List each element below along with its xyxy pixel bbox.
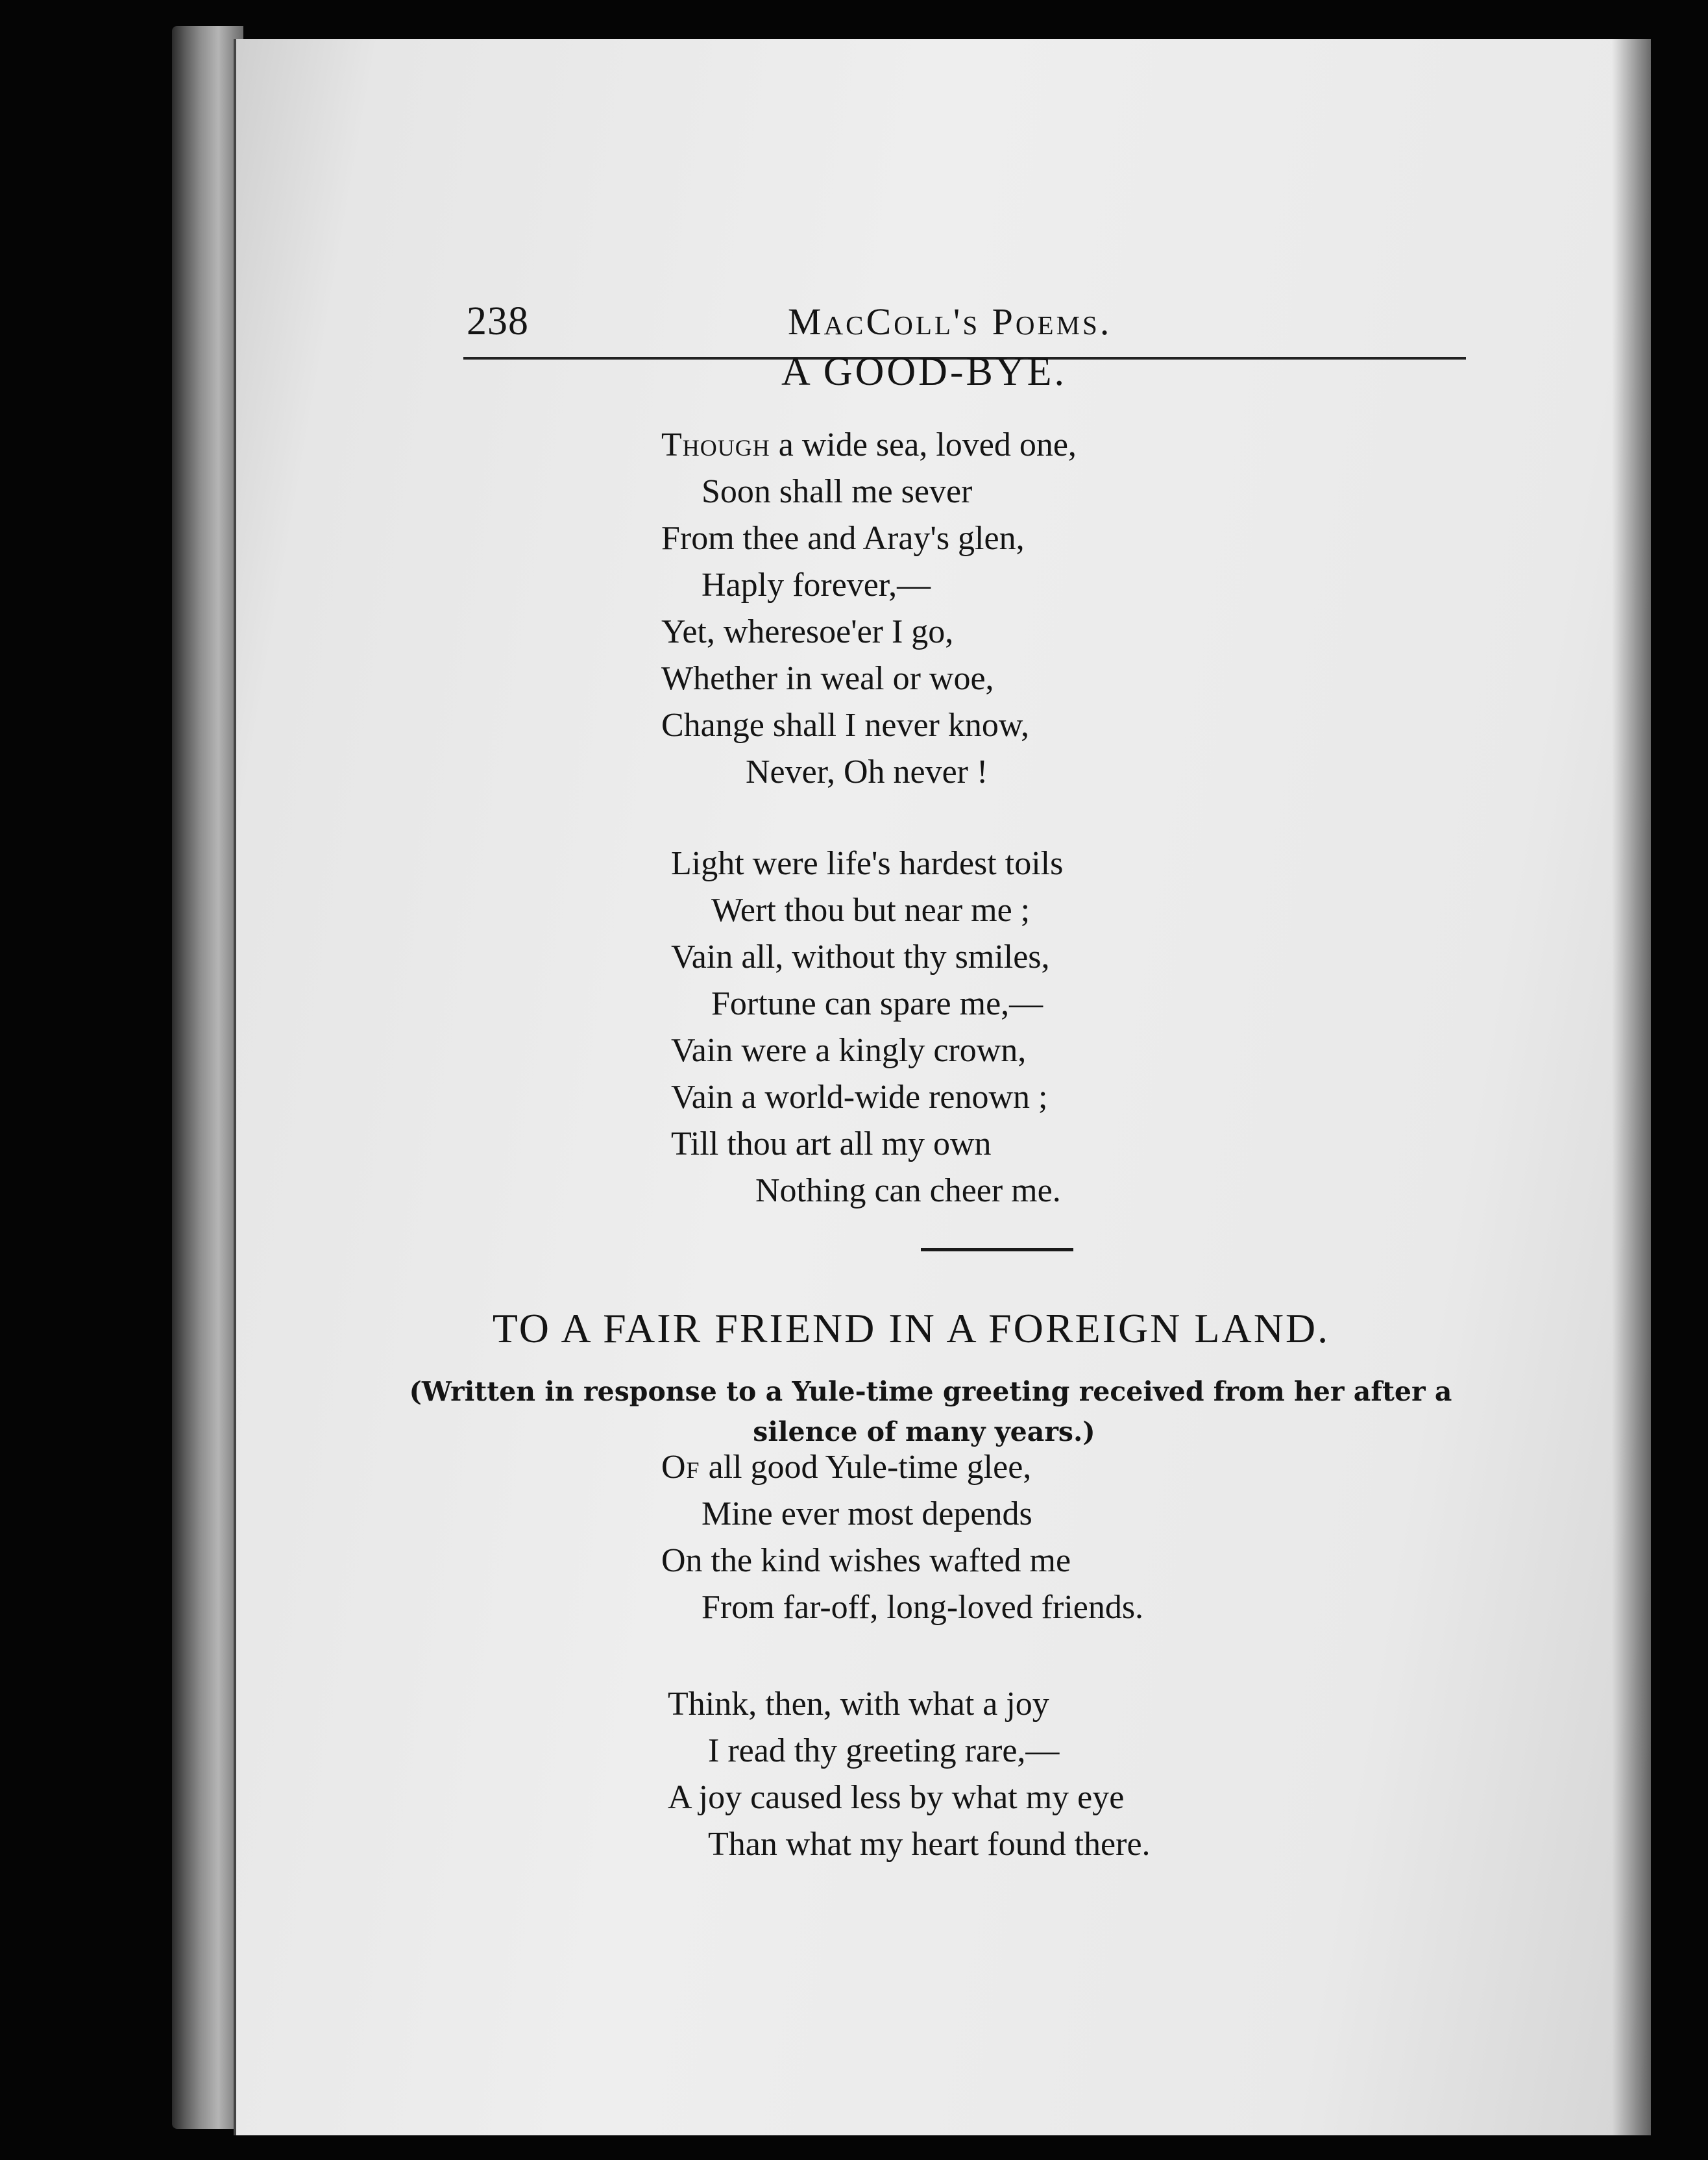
verse-line: Than what my heart found there. [708, 1826, 1151, 1863]
page-number: 238 [467, 299, 529, 343]
verse-line-text: all good Yule-time glee, [700, 1449, 1032, 1486]
verse-line: Wert thou but near me ; [711, 892, 1031, 929]
poem1-stanza-2 [671, 841, 1063, 1214]
book-page-edges [172, 26, 243, 2129]
verse-line-text: a wide sea, loved one, [770, 426, 1077, 463]
verse-line: Light were life's hardest toils [671, 845, 1064, 882]
poem-title-fair-friend: TO A FAIR FRIEND IN A FOREIGN LAND. [492, 1305, 1330, 1351]
verse-line: Vain all, without thy smiles, [671, 939, 1050, 976]
verse-line: Nothing can cheer me. [755, 1172, 1061, 1209]
verse-line: A joy caused less by what my eye [668, 1779, 1125, 1816]
poem-title-good-bye: A GOOD-BYE. [781, 350, 1068, 394]
verse-line: Whether in weal or woe, [661, 660, 994, 697]
running-head: MacColl's Poems. [788, 301, 1112, 343]
verse-line: From thee and Aray's glen, [661, 520, 1025, 557]
verse-line: I read thy greeting rare,— [708, 1732, 1060, 1769]
poem2-stanza-2 [668, 1681, 1151, 1868]
verse-line: From far-off, long-loved friends. [702, 1589, 1144, 1626]
verse-line: Change shall I never know, [661, 707, 1030, 744]
poem1-stanza-1 [661, 422, 1077, 796]
poem-note-line-1: (Written in response to a Yule-time greeting received from her after a [409, 1376, 1452, 1407]
verse-line: Mine ever most depends [702, 1495, 1032, 1532]
page-header [463, 266, 1466, 360]
section-divider [921, 1248, 1073, 1251]
verse-line: Fortune can spare me,— [711, 985, 1043, 1022]
verse-line: Never, Oh never ! [746, 754, 988, 791]
verse-line: Soon shall me sever [702, 473, 973, 510]
verse-line [661, 1444, 1143, 1491]
poem-note-line-2: silence of many years.) [753, 1416, 1095, 1447]
verse-line: Think, then, with what a joy [668, 1686, 1049, 1723]
verse-line: Till thou art all my own [671, 1125, 992, 1162]
poem2-stanza-1 [661, 1444, 1143, 1631]
verse-line: Yet, wheresoe'er I go, [661, 613, 954, 650]
book-page [234, 39, 1651, 2135]
verse-line: On the kind wishes wafted me [661, 1542, 1071, 1579]
verse-line [661, 422, 1077, 469]
verse-first-word: Though [661, 426, 770, 463]
verse-first-word: Of [661, 1449, 700, 1486]
verse-line: Vain were a kingly crown, [671, 1032, 1027, 1069]
verse-line: Vain a world-wide renown ; [671, 1079, 1048, 1116]
verse-line: Haply forever,— [702, 567, 931, 604]
